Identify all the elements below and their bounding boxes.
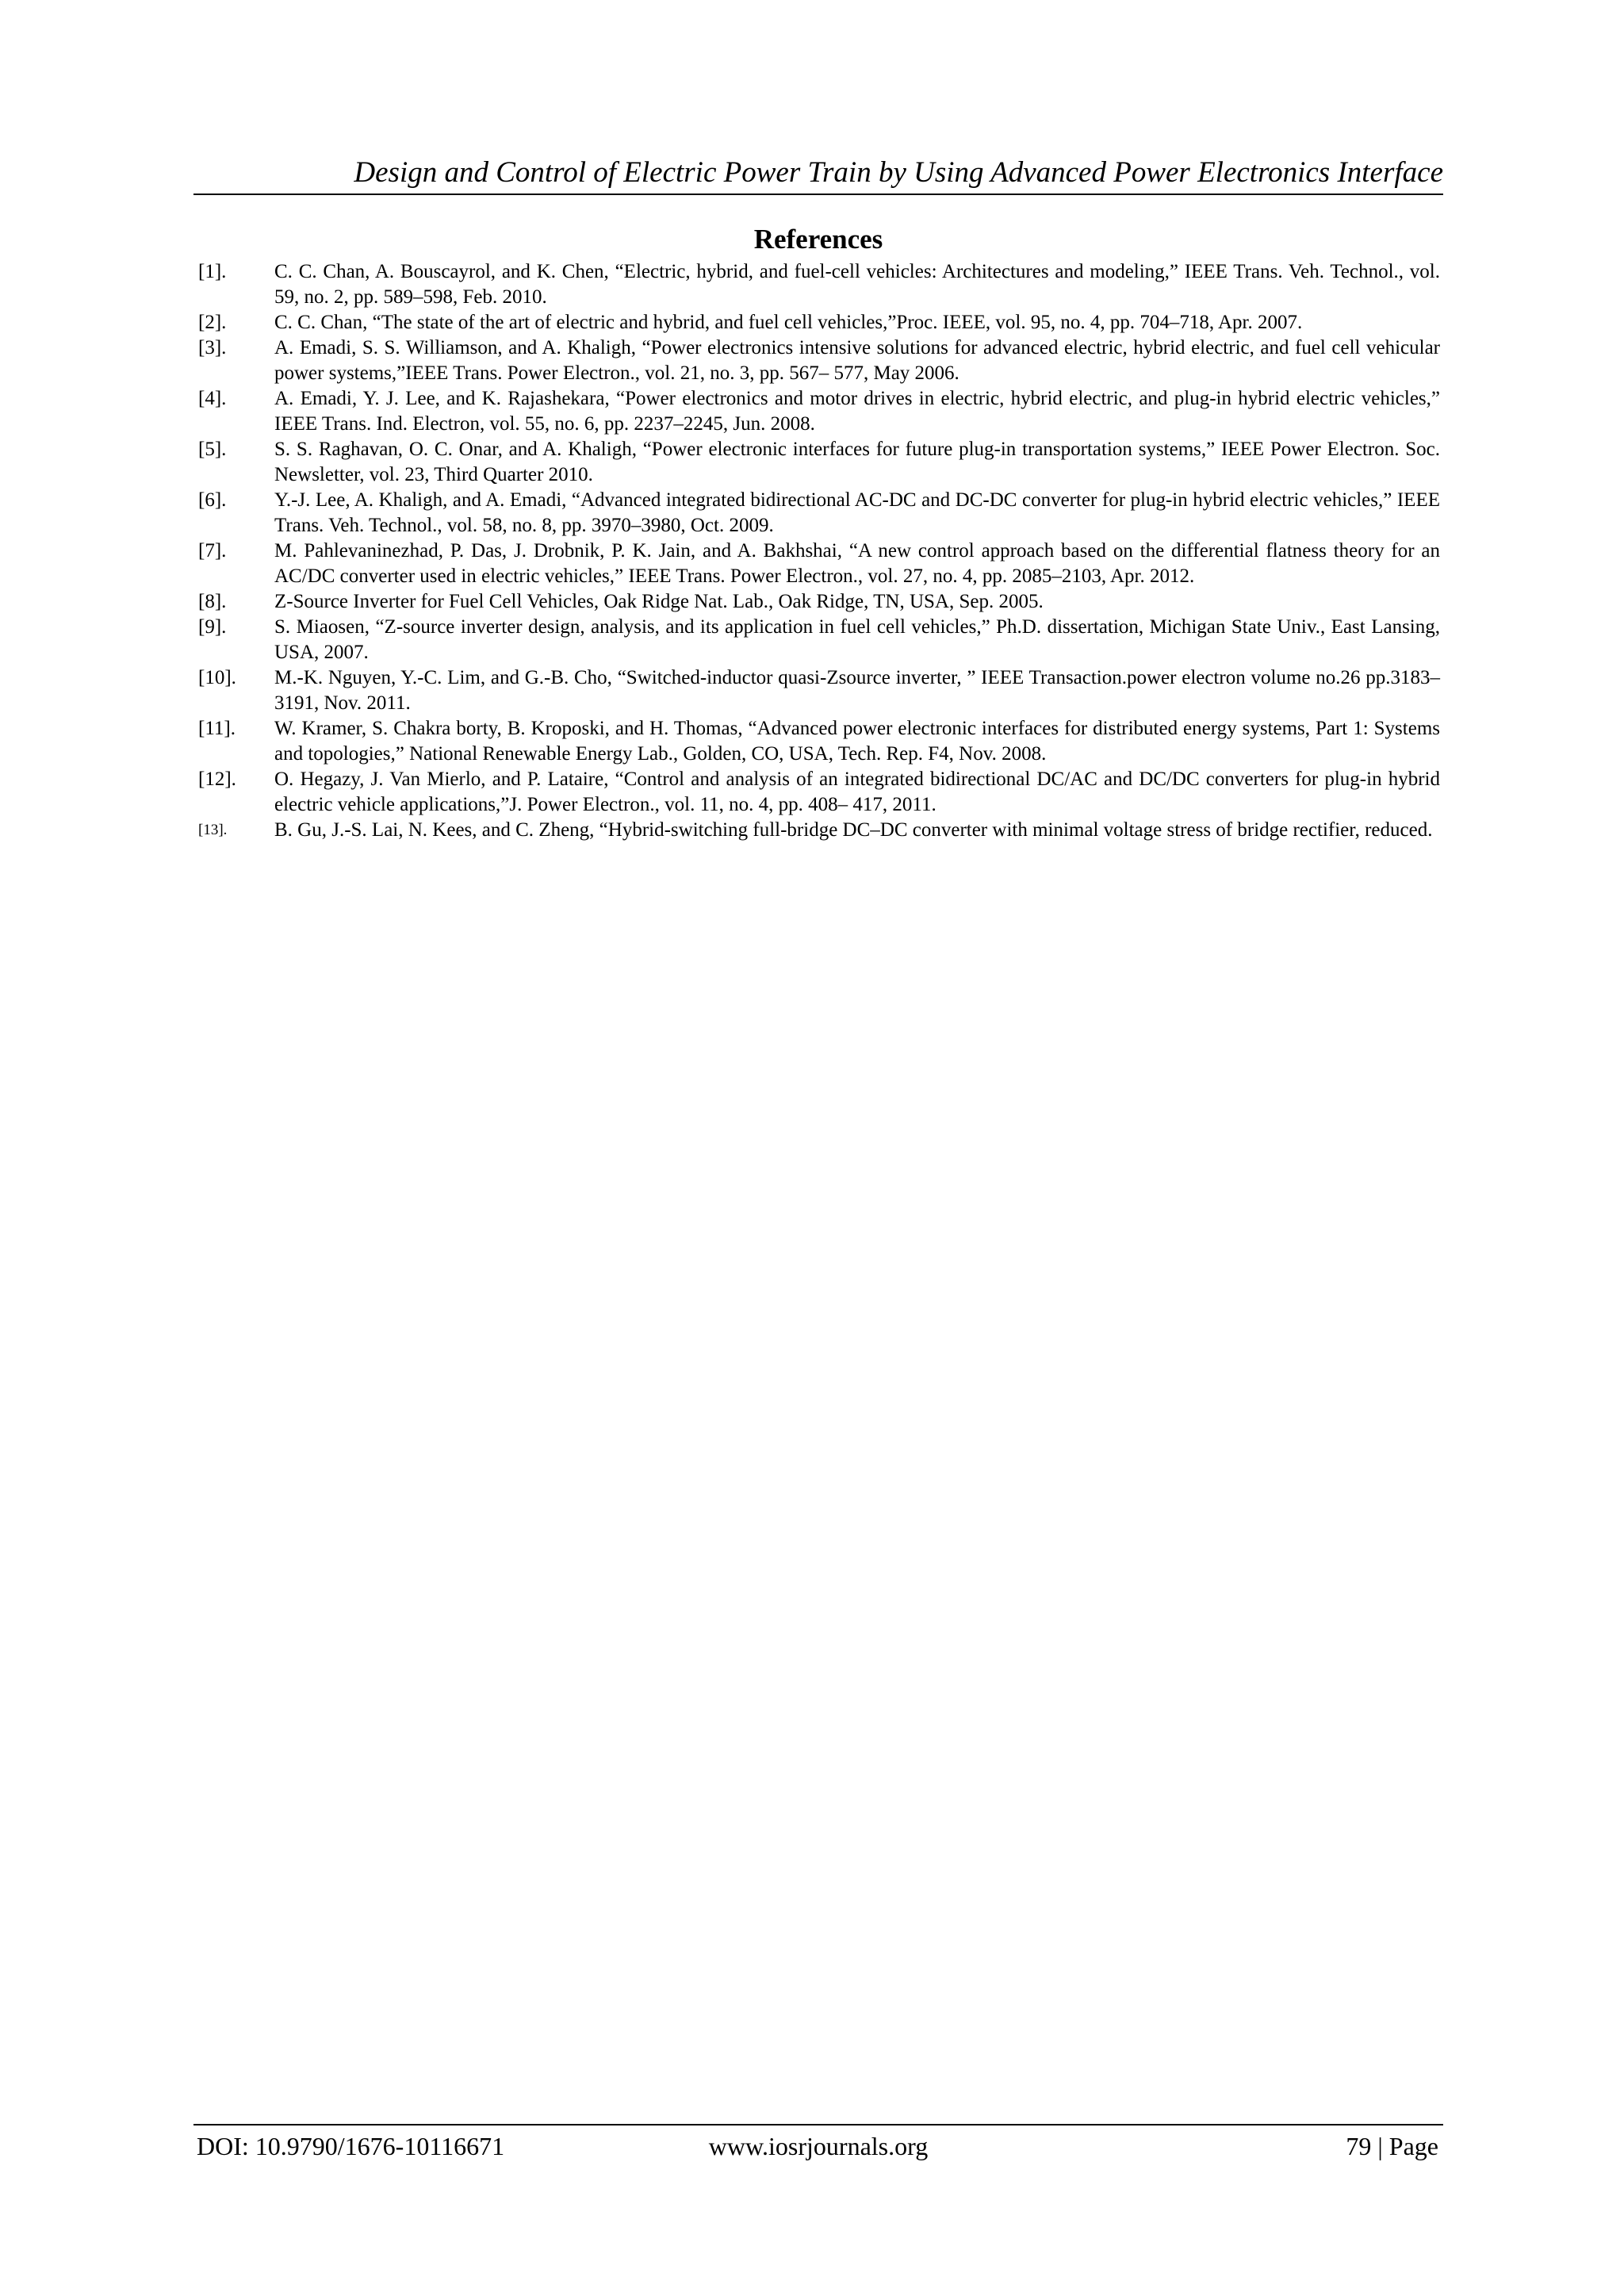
running-title: Design and Control of Electric Power Train by Using Advanced Power Electronics Interface [354,156,1443,189]
references-heading: References [753,224,883,255]
reference-list [198,259,1440,843]
reference-number: [9]. [198,616,227,638]
reference-number: [2]. [198,312,227,333]
reference-number: [1]. [198,261,227,282]
reference-item-5 [198,437,1440,488]
reference-item-7 [198,539,1440,589]
reference-text: S. S. Raghavan, O. C. Onar, and A. Khaligh, “Power electronic interfaces for future plug-in transportation systems,” IEEE Power Electron. Soc. Newsletter, vol. 23, Third Quarter 2010. [274,439,1440,485]
reference-number: [4]. [198,388,227,409]
reference-item-3 [198,335,1440,386]
reference-item-13 [198,818,1440,843]
reference-number: [3]. [198,337,227,358]
reference-number: [10]. [198,667,236,688]
reference-text: Z-Source Inverter for Fuel Cell Vehicles, Oak Ridge Nat. Lab., Oak Ridge, TN, USA, Sep. 2005. [274,591,1044,612]
reference-number: [11]. [198,718,236,739]
reference-item-1 [198,259,1440,310]
running-header [193,152,1443,195]
reference-number: [8]. [198,591,227,612]
reference-item-6 [198,488,1440,539]
reference-item-2 [198,310,1440,335]
reference-item-11 [198,716,1440,767]
reference-text: C. C. Chan, A. Bouscayrol, and K. Chen, “Electric, hybrid, and fuel-cell vehicles: Architectures and modeling,” IEEE Trans. Veh. Technol., vol. 59, no. 2, pp. 589–598, Feb. 2010. [274,261,1440,308]
reference-item-9 [198,615,1440,665]
reference-text: M.-K. Nguyen, Y.-C. Lim, and G.-B. Cho, “Switched-inductor quasi-Zsource inverter, ” IEEE Transaction.power electron volume no.26 pp.3183– 3191, Nov. 2011. [274,667,1440,714]
reference-item-8 [198,589,1440,615]
reference-text: A. Emadi, Y. J. Lee, and K. Rajashekara, “Power electronics and motor drives in electric, hybrid electric, and plug-in hybrid electric vehicles,” IEEE Trans. Ind. Electron, vol. 55, no. 6, pp. 2237–2245, Jun. 2008. [274,388,1440,435]
reference-text: Y.-J. Lee, A. Khaligh, and A. Emadi, “Advanced integrated bidirectional AC-DC and DC-DC converter for plug-in hybrid electric vehicles,” IEEE Trans. Veh. Technol., vol. 58, no. 8, pp. 3970–3980, Oct. 2009. [274,489,1440,536]
reference-text: C. C. Chan, “The state of the art of electric and hybrid, and fuel cell vehicles,”Proc. IEEE, vol. 95, no. 4, pp. 704–718, Apr. 2007. [274,312,1303,333]
reference-number: [6]. [198,489,227,511]
reference-text: M. Pahlevaninezhad, P. Das, J. Drobnik, P. K. Jain, and A. Bakhshai, “A new control approach based on the differential flatness theory for an AC/DC converter used in electric vehicles,” IEEE Trans. Power Electron., vol. 27, no. 4, pp. 2085–2103, Apr. 2012. [274,540,1440,587]
footer-doi: DOI: 10.9790/1676-10116671 [197,2132,505,2160]
reference-text: W. Kramer, S. Chakra borty, B. Kroposki, and H. Thomas, “Advanced power electronic interfaces for distributed energy systems, Part 1: Systems and topologies,” National Renewable Energy Lab., Golden, CO, USA, Tech. Rep. F4, Nov. 2008. [274,718,1440,765]
footer-page-number: 79 | Page [1346,2132,1438,2160]
reference-number: [7]. [198,540,227,562]
page-footer [193,2124,1443,2160]
reference-number: [13]. [198,822,228,838]
reference-text: B. Gu, J.-S. Lai, N. Kees, and C. Zheng, “Hybrid-switching full-bridge DC–DC converter with minimal voltage stress of bridge rectifier, reduced. [274,819,1433,841]
reference-text: S. Miaosen, “Z-source inverter design, analysis, and its application in fuel cell vehicles,” Ph.D. dissertation, Michigan State Univ., East Lansing, USA, 2007. [274,616,1440,663]
footer-website: www.iosrjournals.org [708,2132,929,2160]
reference-item-12 [198,767,1440,818]
reference-text: O. Hegazy, J. Van Mierlo, and P. Lataire, “Control and analysis of an integrated bidirectional DC/AC and DC/DC converters for plug-in hybrid electric vehicle applications,”J. Power Electron., vol. 11, no. 4, pp. 408– 417, 2011. [274,769,1440,815]
reference-number: [12]. [198,769,236,790]
reference-text: A. Emadi, S. S. Williamson, and A. Khaligh, “Power electronics intensive solutions for advanced electric, hybrid electric, and fuel cell vehicular power systems,”IEEE Trans. Power Electron., vol. 21, no. 3, pp. 567– 577, May 2006. [274,337,1440,384]
reference-item-4 [198,386,1440,437]
reference-item-10 [198,665,1440,716]
reference-number: [5]. [198,439,227,460]
